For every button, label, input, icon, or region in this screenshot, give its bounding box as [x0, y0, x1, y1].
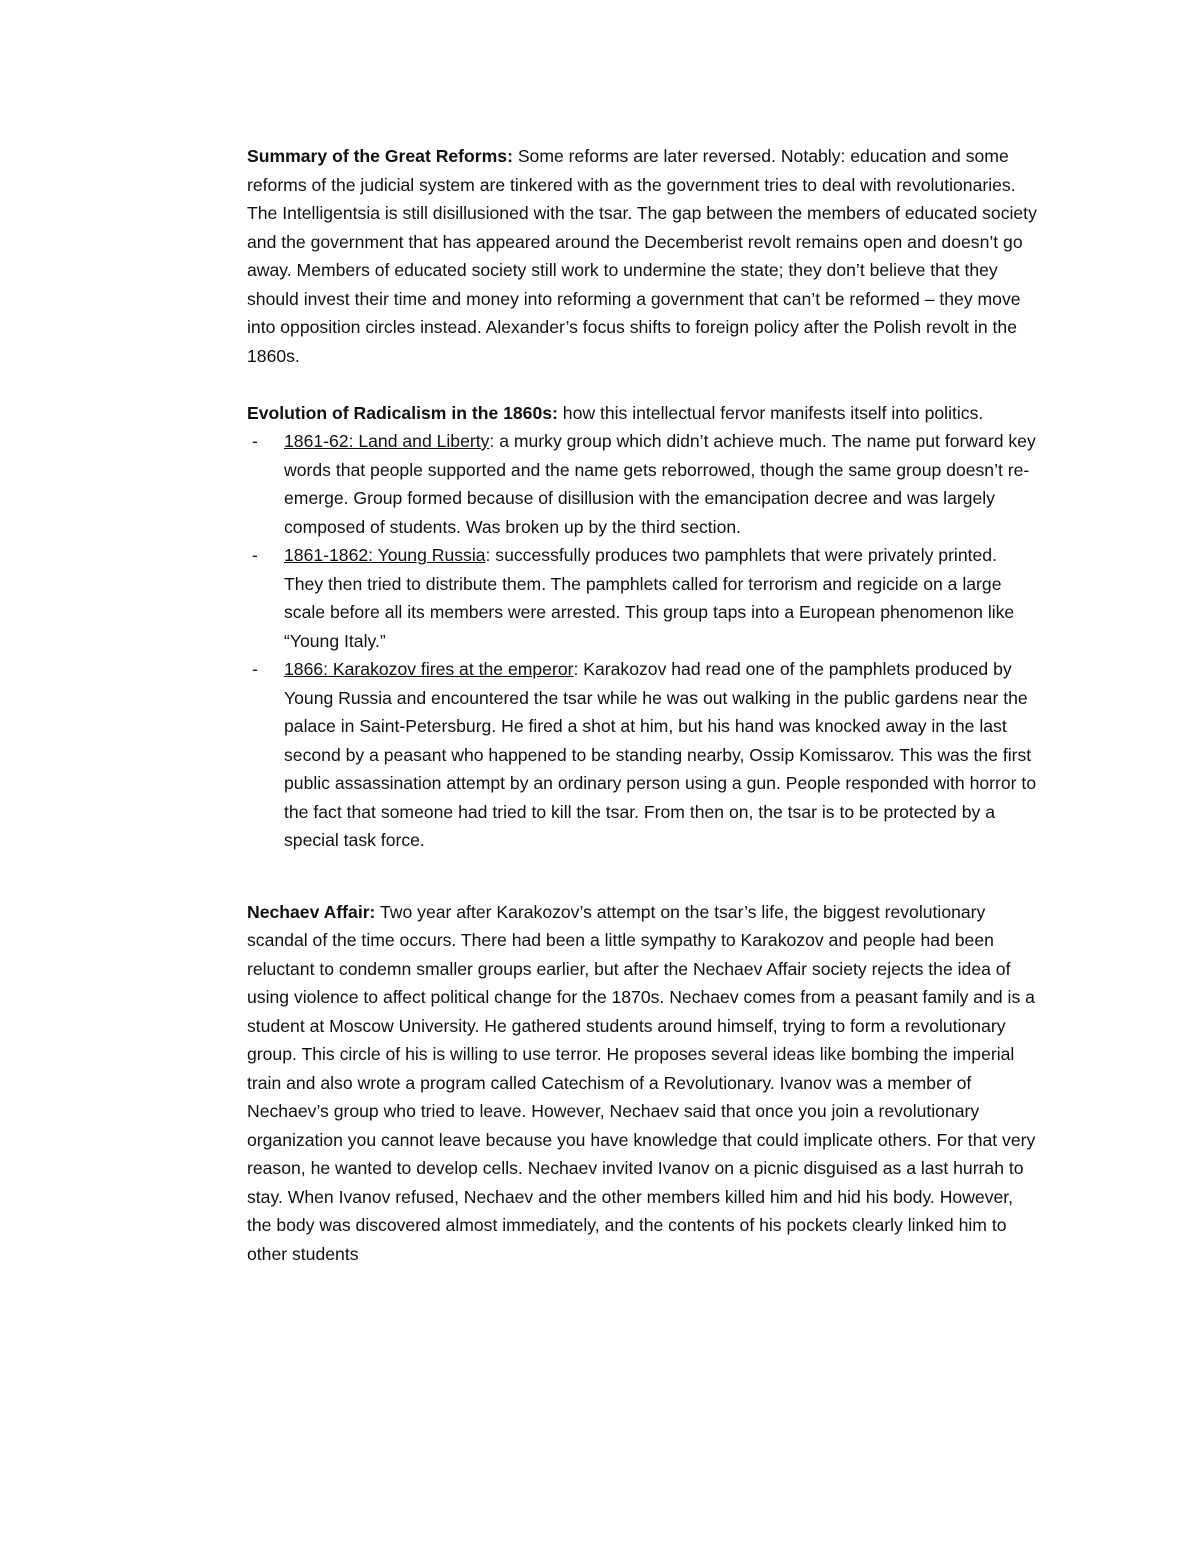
nechaev-paragraph — [247, 898, 1037, 1269]
list-item-text: : successfully produces two pamphlets that were privately printed. They then tried to distribute them. The pamphlets called for terrorism and regicide on a large scale before all its members were arrested. This group taps into a European phenomenon like “Young Italy.” — [284, 545, 1015, 651]
great-reforms-heading: Summary of the Great Reforms: — [247, 146, 513, 166]
paragraph-spacer — [247, 855, 1037, 898]
list-item-title: 1866: Karakozov fires at the emperor — [284, 659, 574, 679]
list-item-title: 1861-62: Land and Liberty — [284, 431, 490, 451]
radicalism-heading: Evolution of Radicalism in the 1860s: — [247, 402, 558, 423]
nechaev-text: Two year after Karakozov’s attempt on the tsar’s life, the biggest revolutionary scandal of the time occurs. There had been a little sympathy to Karakozov and people had been reluctant to condemn smaller groups earlier, but after the Nechaev Affair society rejects the idea of using violence to affect political change for the 1870s. Nechaev comes from a peasant family and is a student at Moscow University. He gathered students around himself, trying to form a revolutionary group. This circle of his is willing to use terror. He proposes several ideas like bombing the imperial train and also wrote a program called Catechism of a Revolutionary. Ivanov was a member of Nechaev’s group who tried to leave. However, Nechaev said that once you join a revolutionary organization you cannot leave because you have knowledge that could implicate others. For that very reason, he wanted to develop cells. Nechaev invited Ivanov on a picnic disguised as a last hurrah to stay. When Ivanov refused, Nechaev and the other members killed him and hid his body. However, the body was discovered almost immediately, and the contents of his pockets clearly linked him to other students — [247, 901, 1036, 1264]
radicalism-text: how this intellectual fervor manifests itself into politics. — [557, 402, 984, 423]
great-reforms-text: Some reforms are later reversed. Notably: education and some reforms of the judicial system are tinkered with as the government tries to deal with revolutionaries. The Intelligentsia is still disillusioned with the tsar. The gap between the members of educated society and the government that has appeared around the Decemberist revolt remains open and doesn’t go away. Members of educated society still work to undermine the state; they don’t believe that they should invest their time and money into reforming a government that can’t be reformed – they move into opposition circles instead. Alexander’s focus shifts to foreign policy after the Polish revolt in the 1860s. — [247, 146, 1037, 366]
great-reforms-paragraph — [247, 142, 1037, 370]
list-item-text: : Karakozov had read one of the pamphlets produced by Young Russia and encountered the tsar while he was out walking in the public gardens near the palace in Saint-Petersburg. He fired a shot at him, but his hand was knocked away in the last second by a peasant who happened to be standing nearby, Ossip Komissarov. This was the first public assassination attempt by an ordinary person using a gun. People responded with horror to the fact that someone had tried to kill the tsar. From then on, the tsar is to be protected by a special task force. — [284, 659, 1037, 850]
radicalism-list — [247, 427, 1037, 855]
list-item-karakozov — [247, 655, 1037, 855]
radicalism-paragraph — [247, 399, 1037, 428]
list-dash: - — [252, 431, 258, 451]
document-body — [247, 142, 1037, 1268]
paragraph-spacer — [247, 370, 1037, 399]
list-dash: - — [252, 545, 258, 565]
list-dash: - — [252, 659, 258, 679]
list-item-text: : a murky group which didn’t achieve much. The name put forward key words that people supported and the name gets reborrowed, though the same group doesn’t re-emerge. Group formed because of disillusion with the emancipation decree and was largely composed of students. Was broken up by the third section. — [284, 431, 1036, 537]
list-item-young-russia — [247, 541, 1037, 655]
list-item-land-and-liberty — [247, 427, 1037, 541]
nechaev-heading: Nechaev Affair: — [247, 901, 376, 922]
list-item-title: 1861-1862: Young Russia — [284, 545, 486, 565]
